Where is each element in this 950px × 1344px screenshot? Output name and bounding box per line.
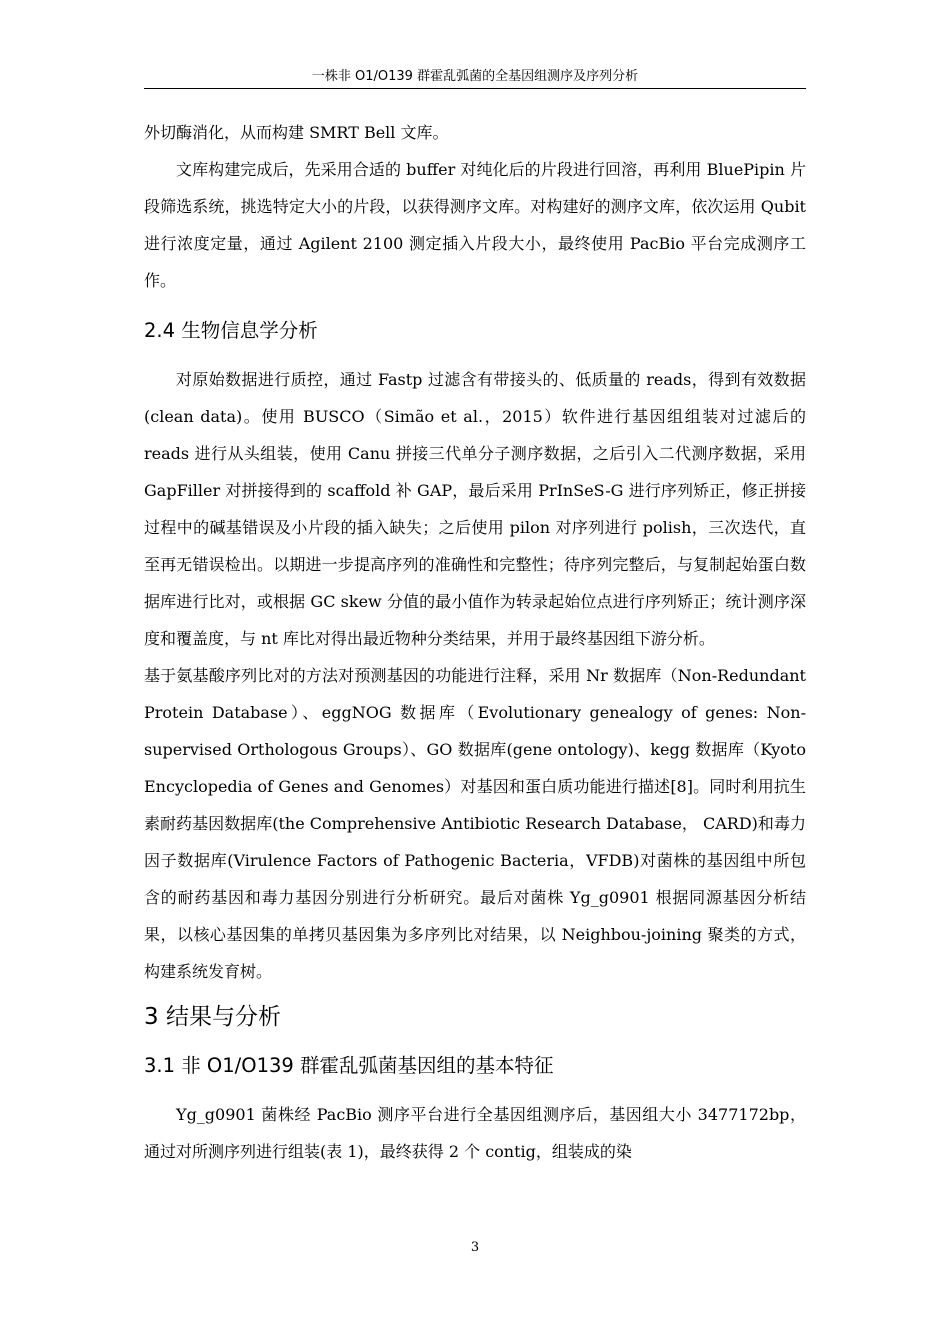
paragraph: Yg_g0901 菌株经 PacBio 测序平台进行全基因组测序后，基因组大小 3477172bp，通过对所测序列进行组装(表 1)，最终获得 2 个 contig，组装成的染 [144, 1105, 806, 1161]
section-heading-3: 3 结果与分析 [144, 1004, 281, 1030]
paragraph: 文库构建完成后，先采用合适的 buffer 对纯化后的片段进行回溶，再利用 BluePipin 片段筛选系统，挑选特定大小的片段，以获得测序文库。对构建好的测序文库，依次运用 Qubit 进行浓度定量，通过 Agilent 2100 测定插入片段大小，最终使用 PacBio 平台完成测序工作。 [144, 160, 806, 290]
section-heading-3-1: 3.1 非 O1/O139 群霍乱弧菌基因组的基本特征 [144, 1054, 554, 1077]
document-body [144, 114, 806, 1170]
paragraph: 外切酶消化，从而构建 SMRT Bell 文库。 [144, 123, 449, 142]
running-header: 一株非 O1/O139 群霍乱弧菌的全基因组测序及序列分析 [311, 69, 639, 84]
paragraph: 对原始数据进行质控，通过 Fastp 过滤含有带接头的、低质量的 reads，得到有效数据(clean data)。使用 BUSCO（Simão et al.，2015）软件进行基因组组装对过滤后的 reads 进行从头组装，使用 Canu 拼接三代单分子测序数据，之后引入二代测序数据，采用 GapFiller 对拼接得到的 scaffold 补 GAP，最后采用 PrInSeS-G 进行序列矫正，修正拼接过程中的碱基错误及小片段的插入缺失；之后使用 pilon 对序列进行 polish，三次迭代，直至再无错误检出。以期进一步提高序列的准确性和完整性；待序列完整后，与复制起始蛋白数据库进行比对，或根据 GC skew 分值的最小值作为转录起始位点进行序列矫正；统计测序深度和覆盖度，与 nt 库比对得出最近物种分类结果，并用于最终基因组下游分析。 [144, 370, 806, 648]
page-number: 3 [470, 1240, 480, 1255]
section-heading-2-4: 2.4 生物信息学分析 [144, 319, 318, 342]
header-divider [144, 88, 806, 89]
paragraph: 基于氨基酸序列比对的方法对预测基因的功能进行注释，采用 Nr 数据库（Non-Redundant Protein Database）、eggNOG 数据库（Evolutionary genealogy of genes: Non-supervised Orthologous Groups）、GO 数据库(gene ontology)、kegg 数据库（Kyoto Encyclopedia of Genes and Genomes）对基因和蛋白质功能进行描述[8]。同时利用抗生素耐药基因数据库(the Comprehensive Antibiotic Research Database， CARD)和毒力因子数据库(Virulence Factors of Pathogenic Bacteria，VFDB)对菌株的基因组中所包含的耐药基因和毒力基因分别进行分析研究。最后对菌株 Yg_g0901 根据同源基因分析结果，以核心基因集的单拷贝基因集为多序列比对结果，以 Neighbou-joining 聚类的方式，构建系统发育树。 [144, 666, 806, 981]
